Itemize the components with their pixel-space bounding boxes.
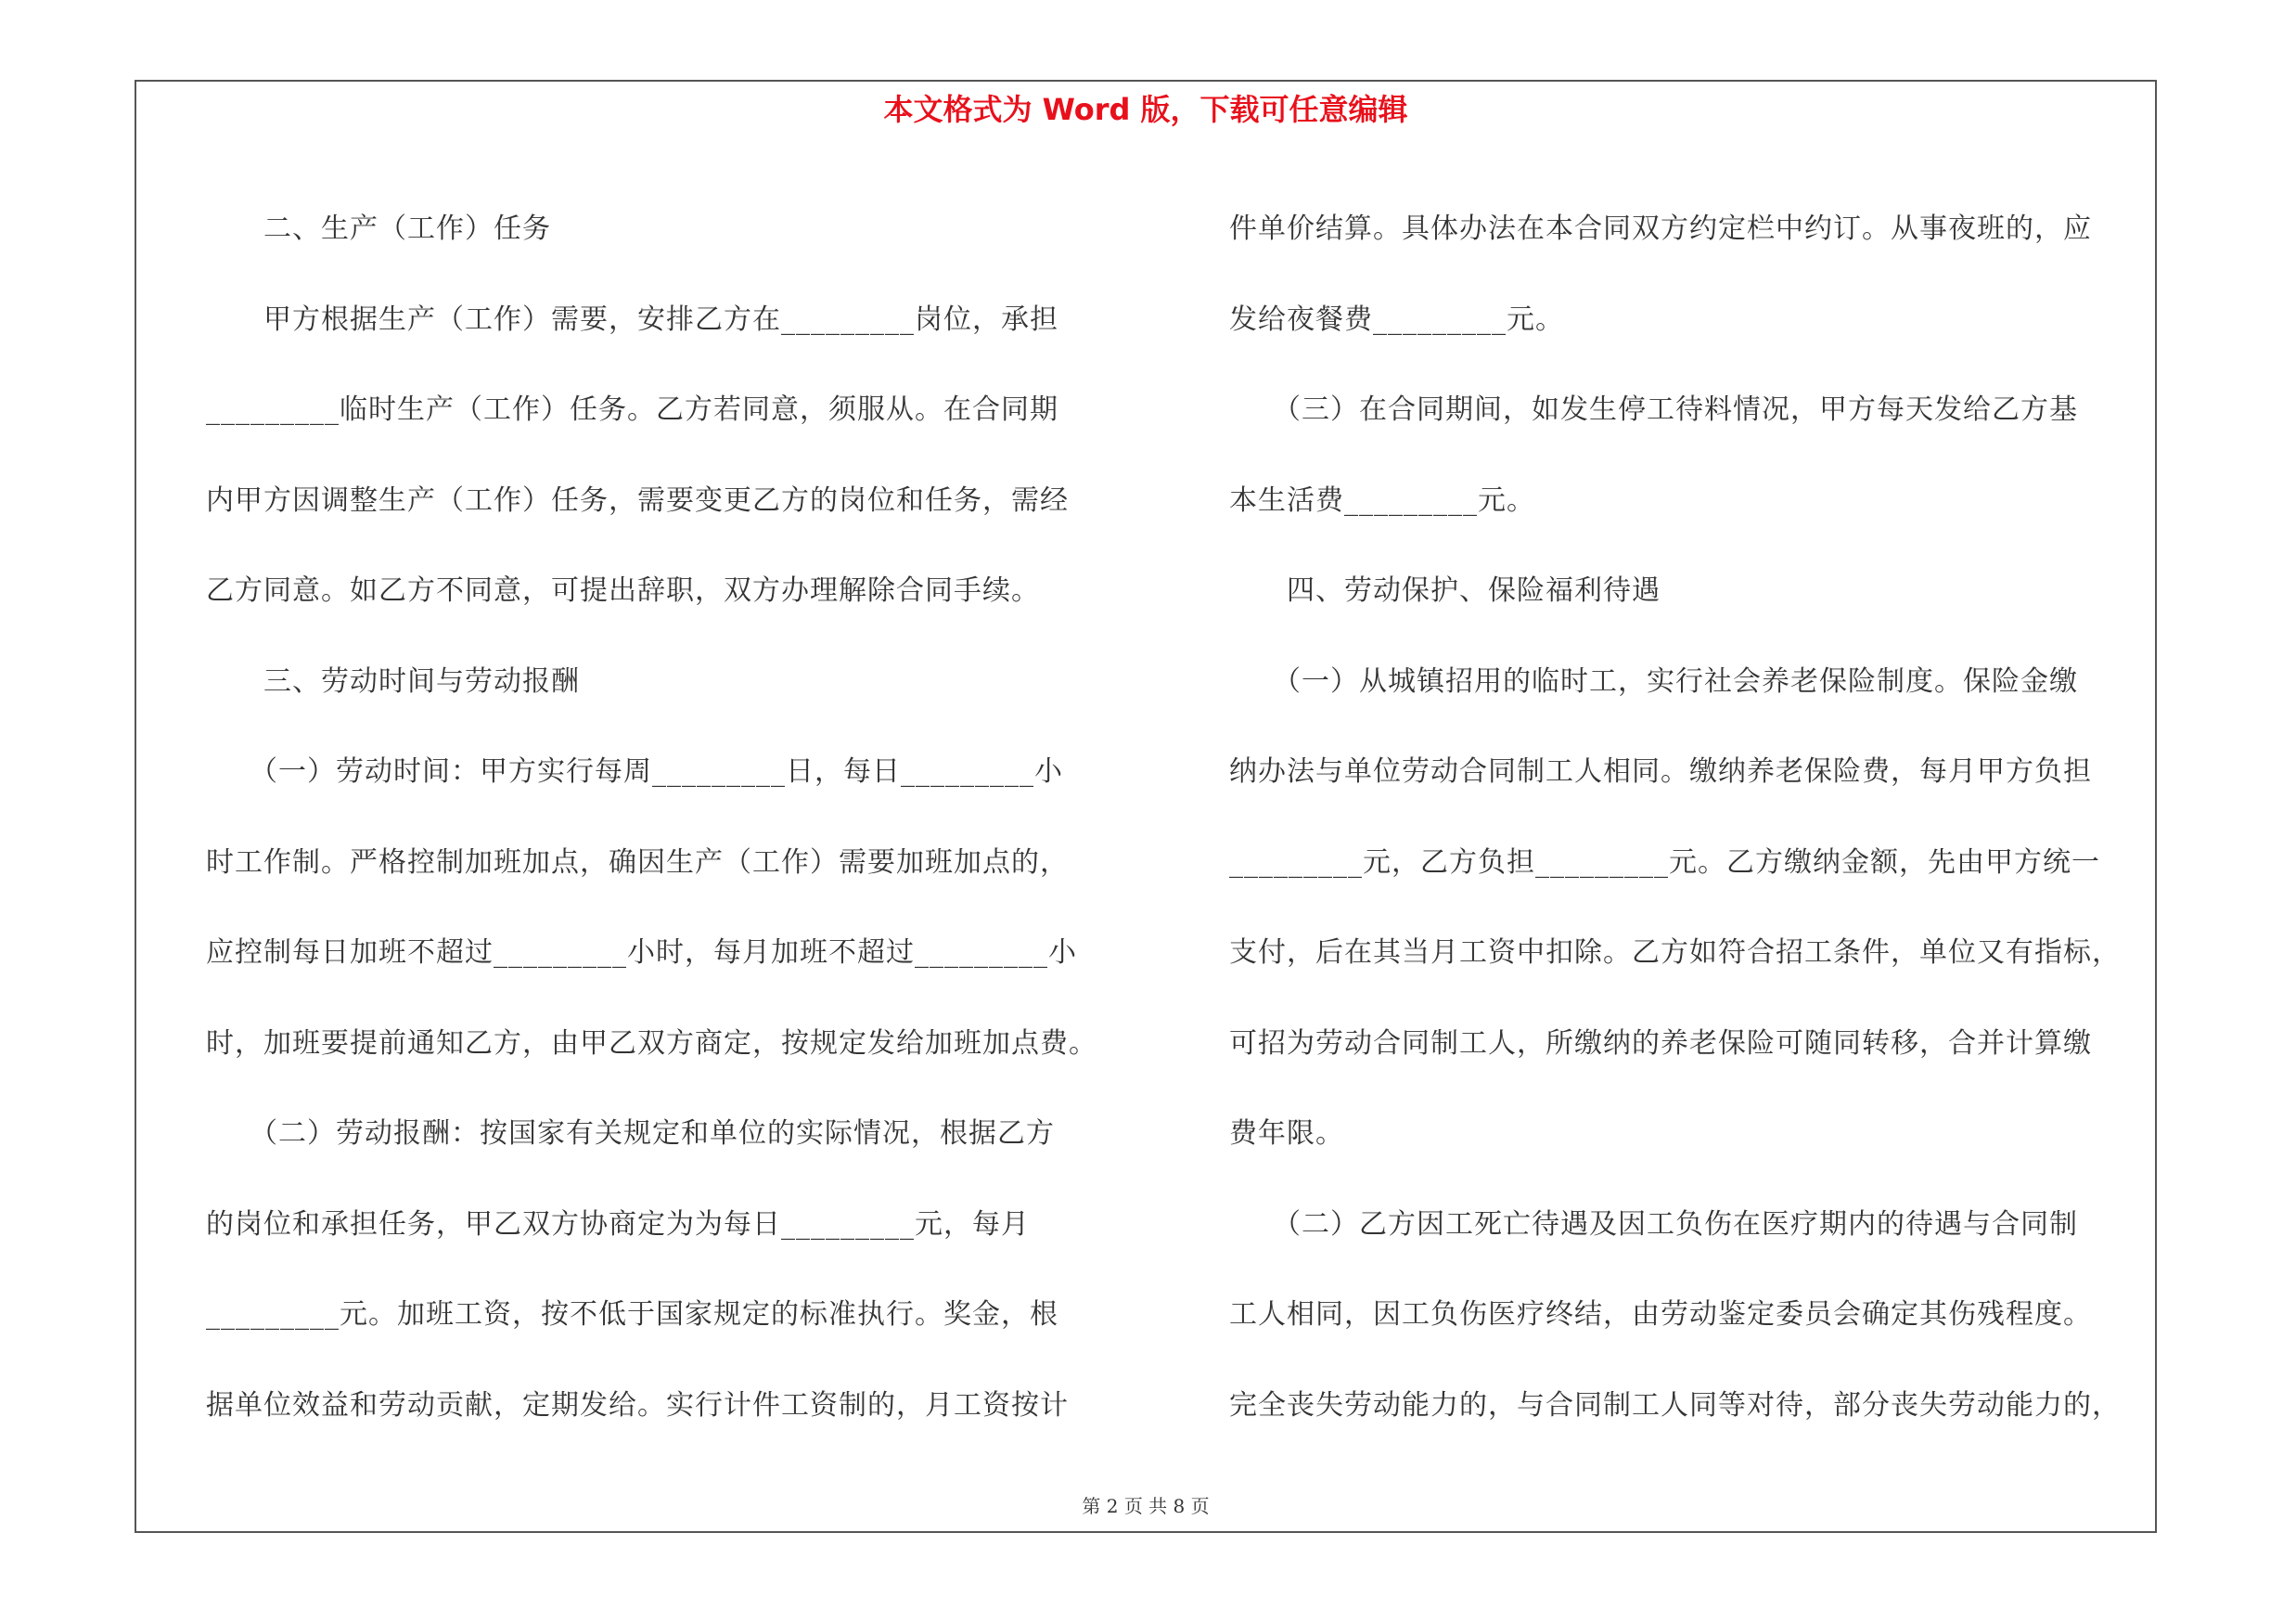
text-line: 时，加班要提前通知乙方，由甲乙双方商定，按规定发给加班加点费。: [206, 1026, 1097, 1060]
text-line: 工人相同，因工负伤医疗终结，由劳动鉴定委员会确定其伤残程度。: [1229, 1298, 2092, 1331]
text-line: 甲方根据生产（工作）需要，安排乙方在_________岗位，承担: [206, 303, 1058, 336]
left-column: [206, 184, 1143, 1450]
text-line: （二）劳动报酬：按国家有关规定和单位的实际情况，根据乙方: [206, 1117, 1055, 1150]
text-line: 四、劳动保护、保险福利待遇: [1229, 574, 1661, 607]
text-line: 纳办法与单位劳动合同制工人相同。缴纳养老保险费，每月甲方负担: [1229, 755, 2092, 788]
text-line: _________临时生产（工作）任务。乙方若同意，须服从。在合同期: [206, 393, 1058, 426]
page-number: 第 2 页 共 8 页: [1082, 1495, 1210, 1517]
text-line: 时工作制。严格控制加班加点，确因生产（工作）需要加班加点的，: [206, 845, 1069, 879]
text-line: 二、生产（工作）任务: [206, 213, 551, 245]
text-line: 三、劳动时间与劳动报酬: [206, 664, 580, 698]
text-line: 内甲方因调整生产（工作）任务，需要变更乙方的岗位和任务，需经: [206, 483, 1069, 517]
text-line: （一）从城镇招用的临时工，实行社会养老保险制度。保险金缴: [1229, 664, 2078, 698]
text-line: 支付，后在其当月工资中扣除。乙方如符合招工条件，单位又有指标，: [1229, 936, 2121, 969]
text-line: _________元。加班工资，按不低于国家规定的标准执行。奖金，根: [206, 1298, 1058, 1331]
text-line: 的岗位和承担任务，甲乙双方协商定为为每日_________元，每月: [206, 1207, 1030, 1241]
text-line: 本生活费_________元。: [1229, 483, 1535, 517]
text-line: （一）劳动时间：甲方实行每周_________日，每日_________小: [206, 755, 1063, 788]
text-line: 件单价结算。具体办法在本合同双方约定栏中约订。从事夜班的，应: [1229, 213, 2092, 245]
right-column: [1229, 184, 2166, 1450]
text-line: 费年限。: [1229, 1117, 1344, 1150]
text-line: 完全丧失劳动能力的，与合同制工人同等对待，部分丧失劳动能力的，: [1229, 1388, 2121, 1422]
text-line: _________元，乙方负担_________元。乙方缴纳金额，先由甲方统一: [1229, 845, 2100, 879]
text-line: 应控制每日加班不超过_________小时，每月加班不超过_________小: [206, 936, 1077, 969]
text-line: 可招为劳动合同制工人，所缴纳的养老保险可随同转移，合并计算缴: [1229, 1026, 2092, 1060]
format-banner: 本文格式为 Word 版，下载可任意编辑: [883, 92, 1408, 127]
text-line: 据单位效益和劳动贡献，定期发给。实行计件工资制的，月工资按计: [206, 1388, 1069, 1422]
text-line: （三）在合同期间，如发生停工待料情况，甲方每天发给乙方基: [1229, 393, 2078, 426]
text-line: 乙方同意。如乙方不同意，可提出辞职，双方办理解除合同手续。: [206, 574, 1040, 607]
text-line: （二）乙方因工死亡待遇及因工负伤在医疗期内的待遇与合同制: [1229, 1207, 2078, 1241]
text-line: 发给夜餐费_________元。: [1229, 303, 1564, 336]
